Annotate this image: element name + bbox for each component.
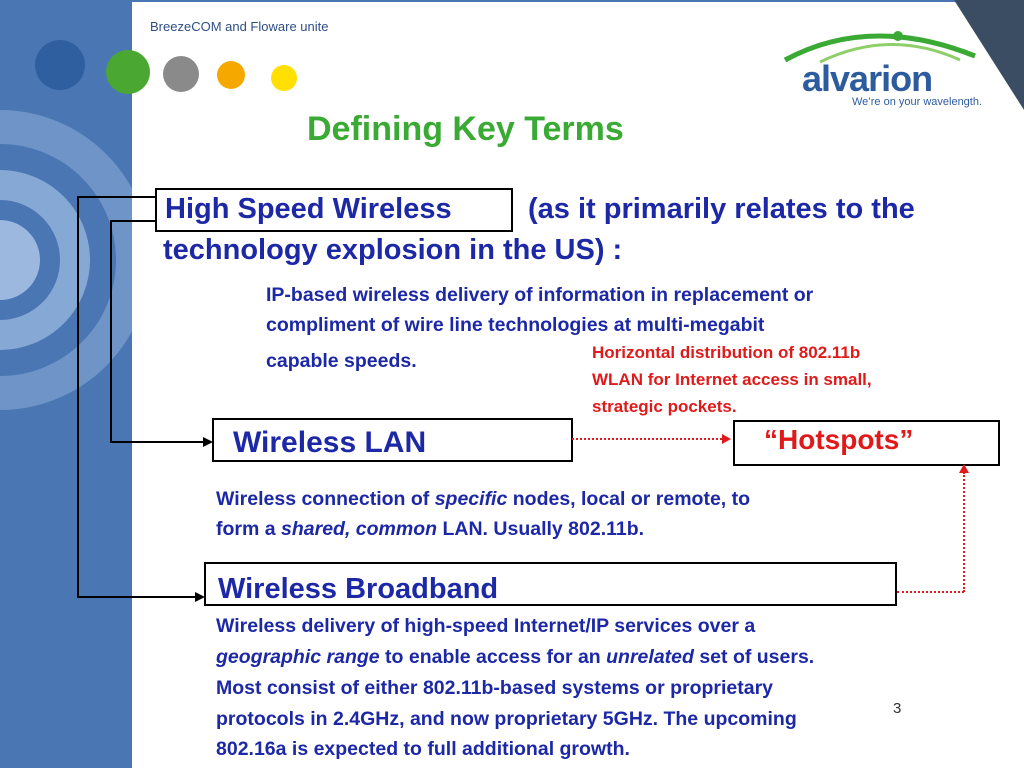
wbb-label: Wireless Broadband: [218, 573, 499, 605]
hsw-qualifier-line1: (as it primarily relates to the: [528, 193, 915, 225]
hsw-qualifier-line2: technology explosion in the US) :: [163, 234, 623, 266]
dot-green: [106, 50, 150, 94]
text-span: set of users.: [693, 646, 815, 668]
wbb-definition-line5: 802.16a is expected to full additional growth.: [216, 738, 630, 760]
hotspot-note-line3: strategic pockets.: [592, 397, 737, 416]
hotspot-note-line1: Horizontal distribution of 802.11b: [592, 343, 861, 362]
dotted-connector: [897, 591, 964, 593]
hotspots-label: “Hotspots”: [764, 424, 914, 455]
dot-yellow: [271, 65, 297, 91]
wbb-definition-line3: Most consist of either 802.11b-based systems or proprietary: [216, 677, 774, 699]
wlan-definition-line2: [216, 514, 644, 544]
connector-line: [110, 220, 156, 222]
wbb-definition-line1: Wireless delivery of high-speed Internet/IP services over a: [216, 615, 756, 637]
brand-note: BreezeCOM and Floware unite: [150, 19, 329, 34]
text-span: to enable access for an: [379, 646, 607, 668]
emphasis-text: unrelated: [606, 646, 694, 668]
hsw-definition-line3: capable speeds.: [266, 350, 417, 372]
arrow-right-red-icon: [722, 434, 731, 444]
emphasis-text: geographic range: [216, 646, 380, 668]
hotspot-note-line2: WLAN for Internet access in small,: [592, 370, 872, 389]
text-span: LAN. Usually 802.11b.: [437, 518, 645, 540]
text-span: form a: [216, 518, 282, 540]
connector-line: [77, 196, 79, 598]
arrow-up-red-icon: [959, 464, 969, 473]
slide-title: Defining Key Terms: [307, 110, 624, 148]
top-strip: [132, 0, 1024, 2]
text-span: nodes, local or remote, to: [507, 488, 751, 510]
connector-line: [110, 220, 112, 443]
logo: alvarion: [802, 58, 933, 99]
wlan-label: Wireless LAN: [233, 426, 427, 459]
page-number: 3: [893, 700, 902, 717]
sidebar-decoration: [0, 0, 132, 768]
dot-gray: [163, 56, 199, 92]
wlan-definition-line1: [216, 484, 750, 514]
emphasis-text: shared, common: [281, 518, 438, 540]
wbb-definition-line4: protocols in 2.4GHz, and now proprietary 5GHz. The upcoming: [216, 708, 797, 730]
connector-line: [77, 596, 195, 598]
hsw-definition-line2: compliment of wire line technologies at multi-megabit: [266, 314, 765, 336]
hsw-label: High Speed Wireless: [165, 193, 452, 225]
dotted-connector: [572, 438, 722, 440]
logo-tagline: We’re on your wavelength.: [852, 96, 983, 108]
wbb-definition-line2: [216, 642, 814, 672]
connector-line: [110, 441, 203, 443]
connector-line: [77, 196, 156, 198]
dotted-connector: [963, 472, 965, 592]
text-span: Wireless connection of: [216, 488, 435, 510]
dot-orange: [217, 61, 245, 89]
dot-blue: [35, 40, 85, 90]
emphasis-text: specific: [434, 488, 508, 510]
hsw-definition-line1: IP-based wireless delivery of information in replacement or: [266, 284, 814, 306]
